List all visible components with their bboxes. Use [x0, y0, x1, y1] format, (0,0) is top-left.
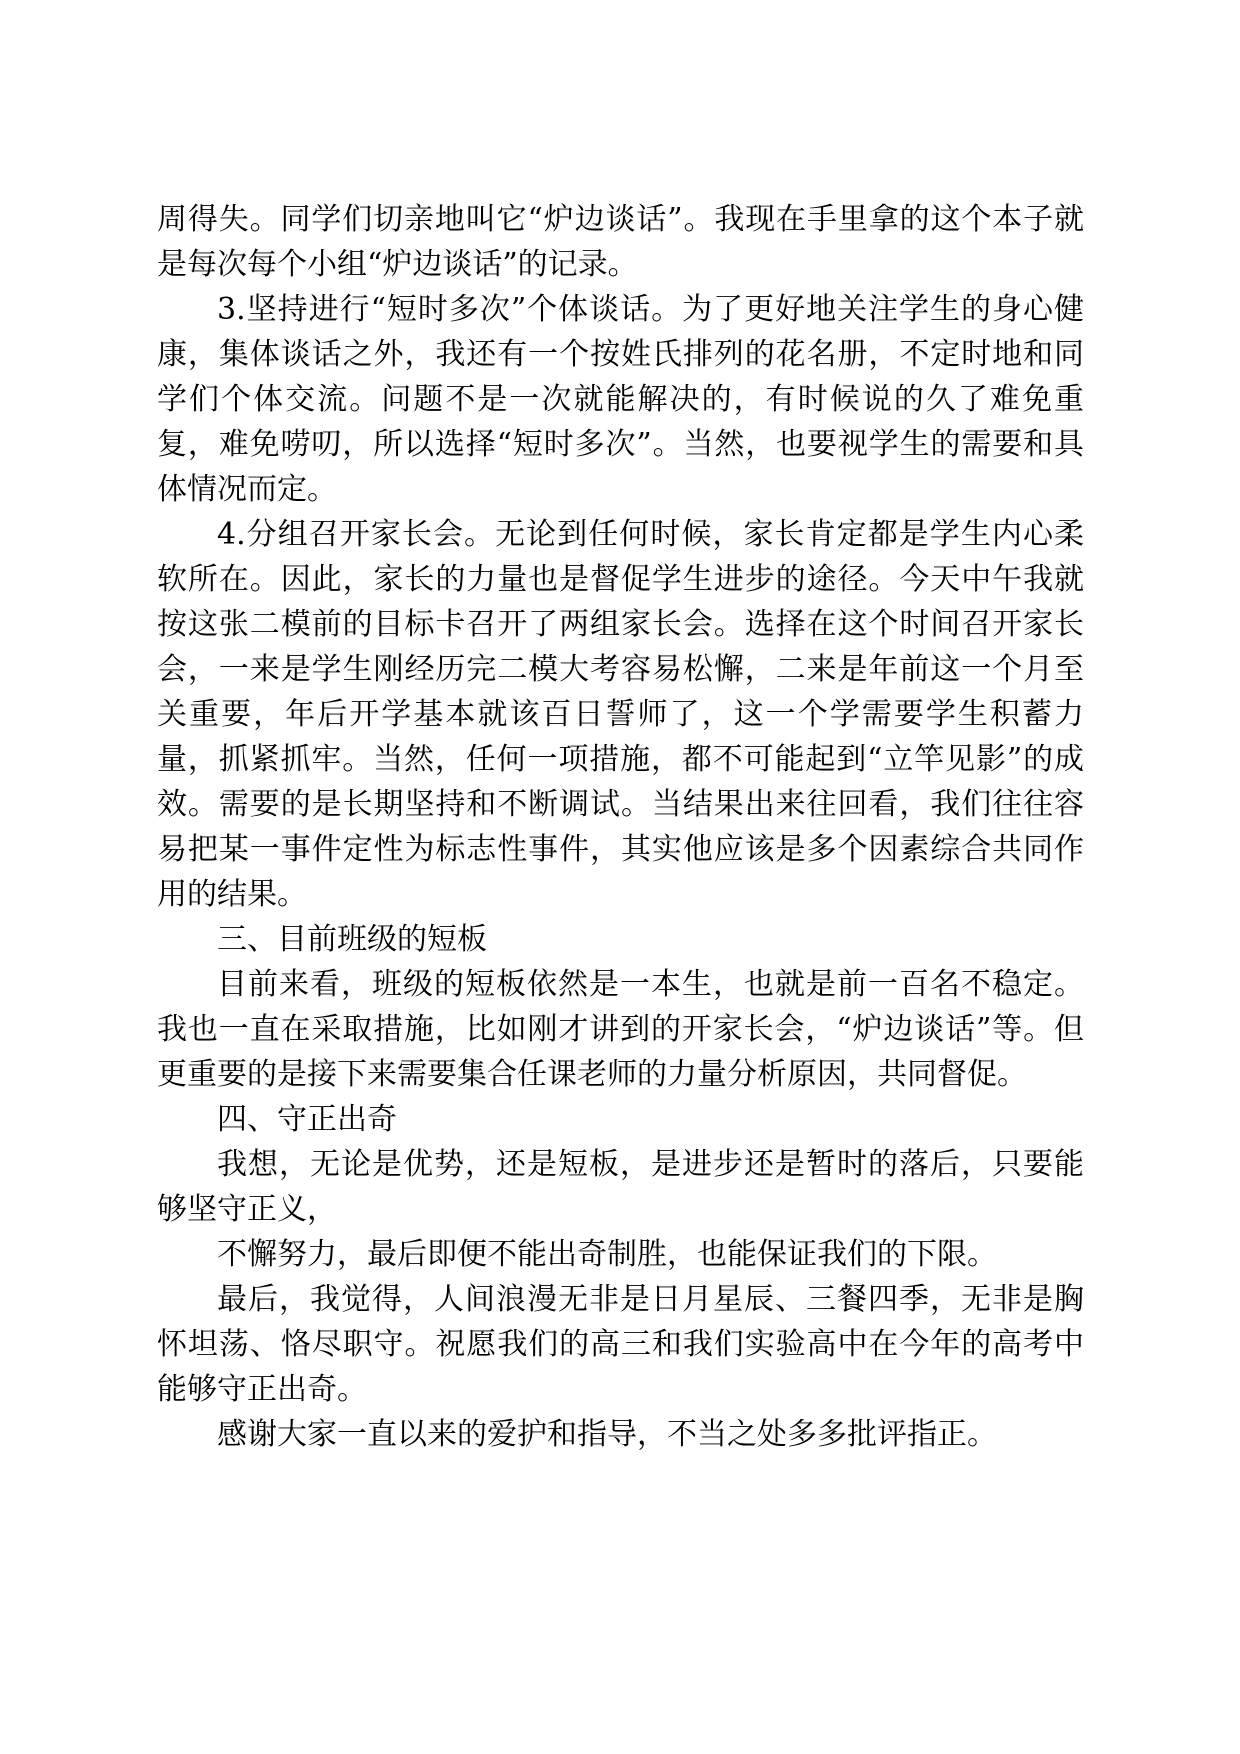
section-heading-4: 四、守正出奇 [217, 1102, 397, 1137]
paragraph-final: 最后，我觉得，人间浪漫无非是日月星辰、三餐四季，无非是胸怀坦荡、恪尽职守。祝愿我们的高三和我们实验高中在今年的高考中能够守正出奇。 [157, 1282, 1084, 1407]
paragraph-continuation: 周得失。同学们切亲地叫它“炉边谈话”。我现在手里拿的这个本子就是每次每个小组“炉边谈话”的记录。 [157, 202, 1084, 282]
paragraph-weakness: 目前来看，班级的短板依然是一本生，也就是前一百名不稳定。我也一直在采取措施，比如刚才讲到的开家长会，“炉边谈话”等。但更重要的是接下来需要集合任课老师的力量分析原因，共同督促。 [157, 967, 1084, 1092]
paragraph-conclusion-2: 不懈努力，最后即便不能出奇制胜，也能保证我们的下限。 [217, 1237, 997, 1272]
paragraph-thanks: 感谢大家一直以来的爱护和指导，不当之处多多批评指正。 [217, 1417, 997, 1452]
section-heading-3: 三、目前班级的短板 [217, 922, 487, 957]
paragraph-conclusion-1: 我想，无论是优势，还是短板，是进步还是暂时的落后，只要能够坚守正义， [157, 1147, 1084, 1227]
paragraph-item-3: 3.坚持进行“短时多次”个体谈话。为了更好地关注学生的身心健康，集体谈话之外，我还有一个按姓氏排列的花名册，不定时地和同学们个体交流。问题不是一次就能解决的，有时候说的久了难免重复，难免唠叨，所以选择“短时多次”。当然，也要视学生的需要和具体情况而定。 [157, 292, 1084, 507]
document-page [157, 197, 1084, 1457]
paragraph-item-4: 4.分组召开家长会。无论到任何时候，家长肯定都是学生内心柔软所在。因此，家长的力量也是督促学生进步的途径。今天中午我就按这张二模前的目标卡召开了两组家长会。选择在这个时间召开家长会，一来是学生刚经历完二模大考容易松懈，二来是年前这一个月至关重要，年后开学基本就该百日誓师了，这一个学需要学生积蓄力量，抓紧抓牢。当然，任何一项措施，都不可能起到“立竿见影”的成效。需要的是长期坚持和不断调试。当结果出来往回看，我们往往容易把某一事件定性为标志性事件，其实他应该是多个因素综合共同作用的结果。 [157, 517, 1084, 912]
